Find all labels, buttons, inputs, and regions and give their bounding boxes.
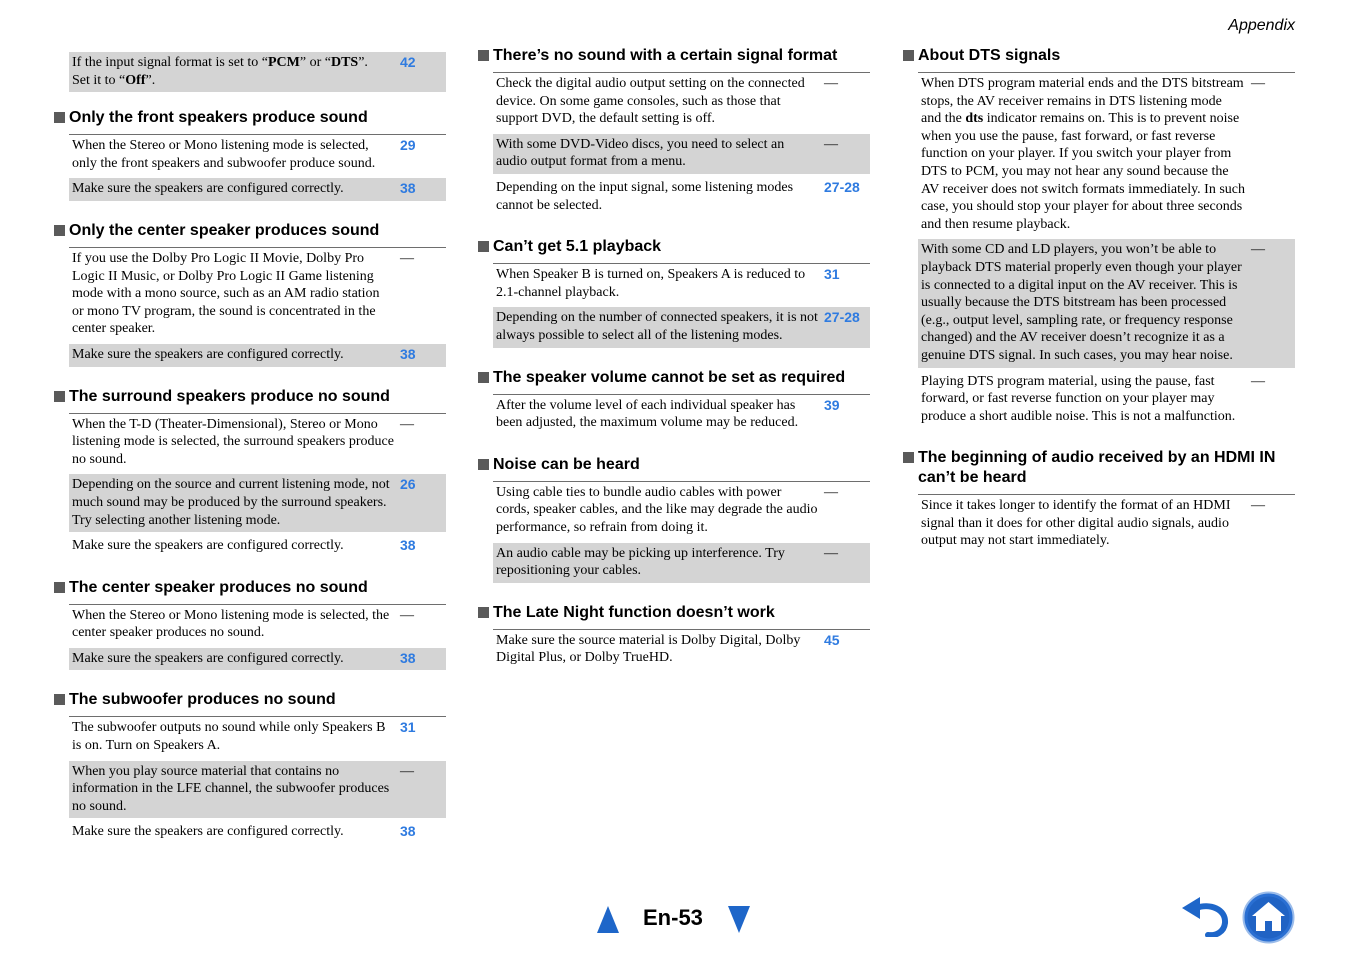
section-title: Noise can be heard (493, 455, 640, 473)
trouble-table (69, 52, 446, 92)
column-left (53, 46, 446, 864)
no-reference-dash: — (400, 250, 414, 266)
table-row (69, 535, 446, 558)
no-reference-dash: — (824, 484, 838, 500)
home-icon[interactable] (1242, 891, 1295, 944)
page-link[interactable]: 31 (824, 266, 840, 283)
table-row (69, 178, 446, 201)
table-row (69, 648, 446, 671)
page-link[interactable]: 42 (400, 54, 416, 70)
previous-page-icon[interactable] (597, 906, 619, 933)
section-heading-there-s-no-sound-with-a-certain-signal-f (477, 46, 870, 66)
trouble-table (69, 604, 446, 671)
trouble-table (493, 263, 870, 347)
page-link[interactable]: 38 (400, 537, 416, 554)
section-title: The center speaker produces no sound (69, 578, 368, 596)
row-text: Make sure the speakers are configured correctly. (72, 346, 344, 362)
row-text: Depending on the number of connected speakers, it is not always possible to select all of the listening modes. (496, 310, 818, 343)
section-title: The speaker volume cannot be set as required (493, 368, 846, 386)
table-row (918, 371, 1295, 429)
square-bullet-icon (54, 582, 65, 593)
square-bullet-icon (478, 241, 489, 252)
row-text: After the volume level of each individual speaker has been adjusted, the maximum volume may be reduced. (496, 397, 799, 431)
page-number: En-53 (643, 905, 703, 930)
table-row (69, 135, 446, 175)
section-heading-the-late-night-function-doesn-t-work (477, 603, 870, 623)
trouble-table (493, 72, 870, 217)
row-text: Since it takes longer to identify the format of an HDMI signal than it does for other digital audio signals, audio output may not start immediately. (921, 498, 1231, 549)
trouble-table (69, 134, 446, 201)
section-heading-noise-can-be-heard (477, 455, 870, 475)
square-bullet-icon (903, 50, 914, 61)
page-navigation (595, 903, 755, 935)
table-row (918, 239, 1295, 367)
trouble-table (493, 629, 870, 670)
section-title: Can’t get 5.1 playback (493, 238, 662, 256)
square-bullet-icon (54, 391, 65, 402)
section-title: About DTS signals (918, 47, 1061, 64)
trouble-table (69, 413, 446, 558)
no-reference-dash: — (824, 76, 838, 91)
row-text: When you play source material that contains no information in the LFE channel, the subwoofer produces no sound. (72, 763, 390, 814)
square-bullet-icon (478, 459, 489, 470)
no-reference-dash: — (1251, 242, 1265, 258)
table-row (69, 761, 446, 819)
square-bullet-icon (478, 607, 489, 618)
square-bullet-icon (54, 694, 65, 705)
section-heading-only-the-center-speaker-produces-sound (53, 221, 446, 241)
page-link[interactable]: 31 (400, 719, 416, 736)
table-row (493, 630, 870, 670)
no-reference-dash: — (824, 136, 838, 152)
column-middle (477, 46, 870, 690)
no-reference-dash: — (400, 763, 414, 779)
section-heading-about-dts-signals (902, 46, 1295, 66)
table-row (69, 414, 446, 472)
trouble-table (493, 394, 870, 435)
no-reference-dash: — (400, 607, 414, 623)
row-text: When the Stereo or Mono listening mode is selected, the center speaker produces no sound. (72, 607, 390, 641)
section-heading-the-subwoofer-produces-no-sound (53, 690, 446, 710)
table-row (69, 474, 446, 532)
table-row (69, 821, 446, 844)
section-heading-the-beginning-of-audio-received-by-an-hd (902, 448, 1295, 488)
page-link[interactable]: 39 (824, 396, 840, 413)
section-title: Only the center speaker produces sound (69, 221, 380, 239)
column-right (902, 46, 1295, 573)
row-text: Check the digital audio output setting on the connected device. On some game consoles, such as those that support DVD, the default setting is off. (496, 76, 805, 127)
section-heading-can-t-get-5-1-playback (477, 237, 870, 257)
square-bullet-icon (54, 112, 65, 123)
row-text: Playing DTS program material, using the pause, fast forward, or fast reverse function on your player may produce a short audible noise. This is not a malfunction. (921, 373, 1236, 424)
row-text: If you use the Dolby Pro Logic II Movie, Dolby Pro Logic II Music, or Dolby Pro Logic II Game listening mode with a mono source, such as an AM radio station or mono TV program, the sound is concentrated in the center speaker. (72, 250, 380, 337)
section-heading-only-the-front-speakers-produce-sound (53, 108, 446, 128)
row-text: When Speaker B is turned on, Speakers A is reduced to 2.1-channel playback. (496, 267, 806, 300)
page-link[interactable]: 38 (400, 649, 416, 666)
row-text: Make sure the source material is Dolby Digital, Dolby Digital Plus, or Dolby TrueHD. (496, 632, 801, 666)
row-text: Depending on the input signal, some listening modes cannot be selected. (496, 179, 794, 213)
row-text: When the Stereo or Mono listening mode is selected, only the front speakers and subwoofer produce sound. (72, 138, 376, 171)
no-reference-dash: — (400, 416, 414, 432)
table-row (493, 264, 870, 304)
square-bullet-icon (54, 225, 65, 236)
table-row (69, 605, 446, 645)
trouble-table (918, 72, 1295, 428)
table-row (69, 344, 446, 367)
square-bullet-icon (478, 372, 489, 383)
section-title: The Late Night function doesn’t work (493, 603, 775, 621)
table-row (69, 717, 446, 757)
section-title: The beginning of audio received by an HDMI IN can’t be heard (918, 449, 1276, 487)
page-link[interactable]: 26 (400, 476, 416, 493)
row-text: If the input signal format is set to “PCM” or “DTS”. Set it to “Off”. (72, 55, 368, 88)
section-title: The surround speakers produce no sound (69, 387, 390, 405)
row-text: When DTS program material ends and the DTS bitstream stops, the AV receiver remains in DTS listening mode and the dts indicator remains on. This is to prevent noise when you use the pause, fast forward, or fast reverse function on your player. If you switch your player from DTS to PCM, you may not hear any sound because the AV receiver does not switch formats immediately. In such case, you should stop your player for about three seconds and then resume playback. (921, 76, 1245, 232)
trouble-table (493, 481, 870, 583)
row-text: Depending on the source and current listening mode, not much sound may be produced by the surround speakers. Try selecting another listening mode. (72, 477, 390, 528)
row-text: Make sure the speakers are configured correctly. (72, 181, 344, 197)
row-text: Using cable ties to bundle audio cables with power cords, speaker cables, and the like may degrade the audio performance, so refrain from doing it. (496, 484, 818, 535)
row-text: Make sure the speakers are configured correctly. (72, 538, 344, 554)
table-row (493, 395, 870, 435)
section-title: The subwoofer produces no sound (69, 691, 336, 709)
row-text: With some DVD-Video discs, you need to select an audio output format from a menu. (496, 136, 785, 170)
square-bullet-icon (478, 50, 489, 61)
section-title: Only the front speakers produce sound (69, 109, 368, 127)
page-link[interactable]: 27-28 (824, 178, 860, 195)
table-row (918, 495, 1295, 553)
section-title: There’s no sound with a certain signal format (493, 47, 838, 64)
page-link[interactable]: 27-28 (824, 309, 860, 326)
page-link[interactable]: 45 (824, 631, 840, 648)
no-reference-dash: — (1251, 373, 1265, 389)
no-reference-dash: — (1251, 76, 1265, 91)
section-heading-the-center-speaker-produces-no-sound (53, 578, 446, 598)
section-heading-the-surround-speakers-produce-no-sound (53, 387, 446, 407)
page-link[interactable]: 29 (400, 137, 416, 154)
page-link[interactable]: 38 (400, 823, 416, 840)
no-reference-dash: — (824, 545, 838, 561)
square-bullet-icon (903, 452, 914, 463)
row-text: The subwoofer outputs no sound while only Speakers B is on. Turn on Speakers A. (72, 720, 386, 754)
section-label: Appendix (1228, 17, 1295, 34)
trouble-table (918, 494, 1295, 553)
table-row (493, 482, 870, 540)
row-text: An audio cable may be picking up interference. Try repositioning your cables. (496, 545, 785, 579)
back-icon[interactable] (1180, 895, 1230, 937)
table-row (918, 73, 1295, 236)
table-row (69, 52, 446, 92)
table-row (493, 543, 870, 583)
table-row (493, 307, 870, 347)
row-text: Make sure the speakers are configured correctly. (72, 824, 344, 840)
table-row (493, 73, 870, 131)
table-row (69, 248, 446, 341)
trouble-table (69, 247, 446, 367)
row-text: When the T-D (Theater-Dimensional), Stereo or Mono listening mode is selected, the surround speakers produce no sound. (72, 416, 394, 467)
next-page-icon[interactable] (728, 906, 750, 933)
row-text: With some CD and LD players, you won’t be able to playback DTS material properly even though your player is connected to a digital input on the AV receiver. This is usually because the DTS bitstream has been processed (e.g., output level, sampling rate, or frequency response changed) and the AV receiver doesn’t recognize it as a genuine DTS signal. In such cases, you may hear noise. (921, 242, 1242, 363)
no-reference-dash: — (1251, 498, 1265, 514)
section-heading-the-speaker-volume-cannot-be-set-as-requ (477, 368, 870, 388)
page-link[interactable]: 38 (400, 180, 416, 197)
page-link[interactable]: 38 (400, 345, 416, 362)
table-row (493, 177, 870, 217)
trouble-table (69, 716, 446, 844)
table-row (493, 134, 870, 174)
row-text: Make sure the speakers are configured correctly. (72, 650, 344, 666)
